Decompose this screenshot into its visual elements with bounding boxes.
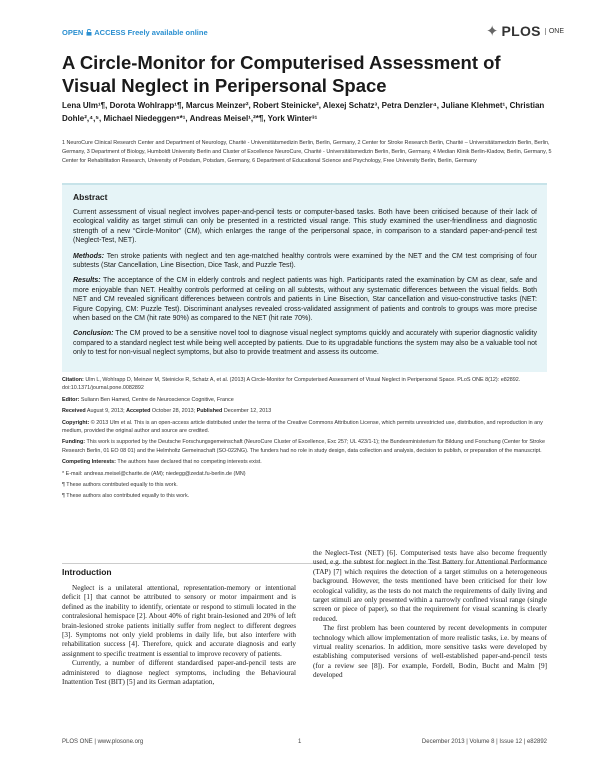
abstract-results: Results: The acceptance of the CM in elderly controls and neglect patients was high. Participants rated the examination by CM as clear, safe and more enjoyable than NET. Healthy controls performed at ceiling on all subtests, without any systematic differences between the visual fields. Both NET and CM revealed significant differences between controls and patients in Line Bisection, Star cancellation and visuo-constructive tasks (NET: Figure Copying, CM: Puzzle Test). Discriminant analyses revealed cross-validated assignment of patients and controls to groups was more precise when based on the CM (hit rate 90%) as compared to the NET (hit rate 70%).	[73, 277, 537, 323]
abstract-conclusion: Conclusion: The CM proved to be a sensitive novel tool to diagnose visual neglect symptoms quickly and accurately with superior diagnostic validity compared to a standard neglect test while being well accepted by patients. Due to its upgradable functions the system may also be a valuable tool not only to test for non-visual neglect symptoms, but also to provide treatment and assess its outcome.	[73, 330, 537, 357]
article-metadata	[62, 376, 547, 504]
body-column-left	[62, 584, 296, 687]
author-note-2: ¶ These authors also contributed equally to this work.	[62, 493, 190, 500]
footer-issue: December 2013 | Volume 8 | Issue 12 | e82892	[421, 739, 547, 745]
author-list: Lena Ulm¹¶, Dorota Wohlrapp¹¶, Marcus Meinzer², Robert Steinicke², Alexej Schatz³, Petra Denzler⁴, Juliane Klehmet¹, Christian Dohle²,⁴,⁵, Michael Niedeggen⁶*¹, Andreas Meisel¹,²*¶, York Winter³¹	[62, 101, 545, 123]
article-title: A Circle-Monitor for Computerised Assessment of Visual Neglect in Peripersonal Space	[62, 52, 501, 96]
dates: Received August 9, 2013; Accepted October 28, 2013; Published December 12, 2013	[62, 408, 272, 415]
methods-label: Methods:	[73, 252, 105, 260]
abstract-methods: Methods: Ten stroke patients with neglect and ten age-matched healthy controls were examined by the NET and the CM test comprising of four subtests (Star Cancellation, Line Bisection, Dice Task, and Puzzle Test).	[73, 252, 537, 270]
plos-logo-icon: ✦	[485, 23, 499, 40]
author-note-1: ¶ These authors contributed equally to this work.	[62, 482, 178, 489]
intro-paragraph: the Neglect-Test (NET) [6]. Computerised tests have also become frequently used, e.g. the subtest for neglect in the Test Battery for Attentional Performance (TAP) [7] which requires the detection of a target stimulus on a heterogeneous background. However, the tests mentioned have been criticised for their low ecological validity, as the tests do not match the requirements of daily living and target stimuli are only presented within a narrowly confined visual range (single screen or piece of paper), so that the requirement for visual scanning is clearly reduced.	[313, 549, 547, 623]
conclusion-label: Conclusion:	[73, 330, 114, 338]
open-access-label: OPEN ACCESS Freely available online	[62, 28, 208, 37]
citation: Citation: Ulm L, Wohlrapp D, Meinzer M, Steinicke R, Schatz A, et al. (2013) A Circle-Monitor for Computerised Assessment of Visual Neglect in Peripersonal Space. PLoS ONE 8(12): e82892. doi:10.1371/journal.pone.0082892	[62, 377, 521, 392]
footer-journal[interactable]: PLOS ONE | www.plosone.org	[62, 739, 144, 745]
funding: Funding: This work is supported by the Deutsche Forschungsgemeinschaft (NeuroCure Cluster of Excellence, Exc 257; UL 423/1-1); the Bundesministerium für Bildung und Forschung (Center for Stroke Research Berlin, 01 EO 08 01) and the Helmholtz Gemeinschaft (SO-022NG). The funders had no role in study design, data collection and analysis, decision to publish, or preparation of the manuscript.	[62, 439, 545, 454]
open-lock-icon	[86, 29, 92, 36]
abstract-box	[62, 183, 547, 372]
intro-paragraph: Currently, a number of different standardised paper-and-pencil tests are administered to diagnose neglect symptoms, including the Behavioural Inattention Test (BIT) [5] and its German adaptation,	[62, 659, 296, 687]
intro-paragraph: Neglect is a unilateral attentional, representation-memory or intentional deficit [1] that cannot be attributed to sensory or motor impairment and is defined as the inability to identify, orientate or respond to stimuli located in the contralesional hemispace [2]. About 40% of right brain-lesioned and 20% of left brain-lesioned stroke patients initially suffer from neglect to different degrees [3]. Symptoms not only yield problems in daily life, but also interfere with rehabilitation success [4]. Therefore, quick and accurate diagnosis and early assignment to specific treatment is essential to improve recovery of patients.	[62, 584, 296, 658]
email[interactable]: * E-mail: andreas.meisel@charite.de (AM); niedegg@zedat.fu-berlin.de (MN)	[62, 470, 246, 477]
intro-paragraph: The first problem has been countered by recent developments in computer technology which allow implementation of more realistic tasks, i.e. by means of virtual reality scenarios. In addition, more sensitive tasks were developed by establishing computerised versions of well-established paper-and-pencil tests (for a review see [8]). For example, Fordell, Bodin, Bucht and Malm [9] developed	[313, 624, 547, 680]
page-number: 1	[298, 739, 302, 745]
introduction-heading: Introduction	[62, 567, 112, 577]
body-column-right	[313, 549, 547, 681]
editor: Editor: Suliann Ben Hamed, Centre de Neuroscience Cognitive, France	[62, 396, 234, 403]
copyright: Copyright: © 2013 Ulm et al. This is an open-access article distributed under the terms of the Creative Commons Attribution License, which permits unrestricted use, distribution, and reproduction in any medium, provided the original author and source are credited.	[62, 419, 543, 435]
abstract-background: Current assessment of visual neglect involves paper-and-pencil tests or computer-based tasks. Both have been criticised because of their lack of ecological validity as target stimuli can only be presented in a restricted visual range. This study examined the user-friendliness and diagnostic strength of a new “Circle-Monitor” (CM), which enlarges the range of the peripersonal space, in comparison to a standard paper-and-pencil test (Neglect-Test, NET).	[73, 209, 537, 245]
competing-interests: Competing Interests: The authors have declared that no competing interests exist.	[62, 459, 262, 466]
affiliations: 1 NeuroCure Clinical Research Center and Department of Neurology, Charité - Universitätsmedizin Berlin, Berlin, Germany, 2 Center for Stroke Research Berlin, Charité – Universitätsmedizin Berlin, Berlin, Germany, 3 Department of Biology, Humboldt University Berlin and Cluster of Excellence NeuroCure, Charité - Universitätsmedizin Berlin, Berlin, Germany, 4 Median Klinik Berlin-Kladow, Berlin, Germany, 5 Center for Rehabilitation Research, University of Potsdam, Potsdam, Germany, 6 Department of Educational Science and Psychology, Free University Berlin, Berlin, Germany	[62, 140, 552, 164]
journal-logo	[486, 22, 564, 40]
brand-sub: ONE	[545, 28, 564, 35]
results-label: Results:	[73, 277, 101, 285]
abstract-heading: Abstract	[73, 192, 108, 202]
brand-name: PLOS	[501, 23, 541, 39]
